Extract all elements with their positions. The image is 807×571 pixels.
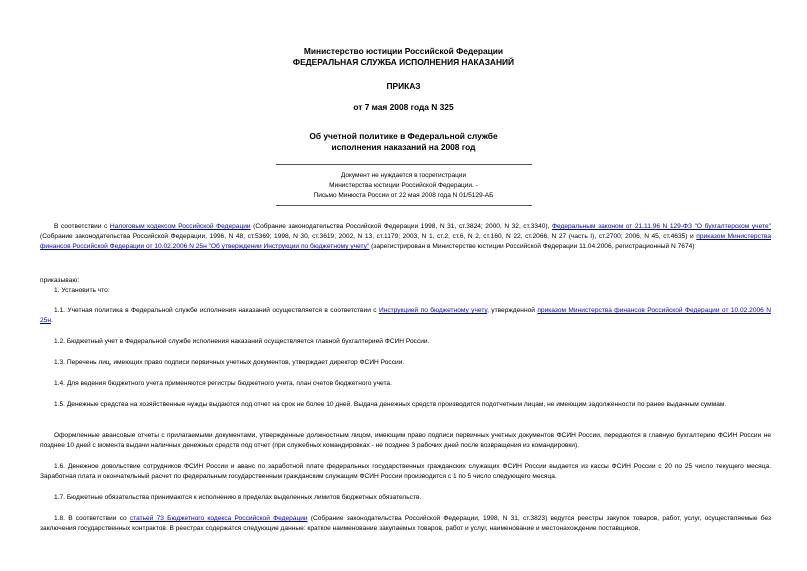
doc-type: ПРИКАЗ bbox=[386, 81, 421, 91]
preamble-text-4: (зарегистрирован в Министерстве юстиции Российской Федерации 11.04.2006, регистрационный N 7674) bbox=[369, 243, 695, 251]
doc-date-number: от 7 мая 2008 года N 325 bbox=[353, 102, 454, 112]
p11-text-3: . bbox=[50, 317, 53, 325]
preamble-text-3: (Собрание законодательства Российской Федерации, 1996, N 48, ст.5369; 1998, N 30, ст.3619; 2002, N 13, ст.1179; 2003, N 1, ст.2, ст.6, N 2, ст.160, N 22, ст.2066, N 27 (часть I), ст.2700; 2006, N 45, ст.4635) и bbox=[40, 233, 697, 241]
accounting-law-link[interactable]: Федеральным законом от 21.11.96 N 129-ФЗ "О бухгалтерском учете" bbox=[551, 223, 771, 230]
budget-code-link[interactable]: статьей 73 Бюджетного кодекса Российской Федерации bbox=[129, 515, 308, 522]
preamble-text-1: В соответствии с bbox=[54, 223, 110, 230]
paragraph-1-6: 1.6. Денежное довольствие сотрудников ФСИН России и аванс по заработной плате федеральных государственных гражданских служащих ФСИН России выдается из кассы ФСИН России с 20 по 25 число текущего месяца. Заработная плата и окончательный расчет по федеральным государственным гражданским служащим ФСИН России производится с 1 по 5 число следующего месяца. bbox=[40, 463, 771, 481]
paragraph-1-5-cont: Оформленные авансовые отчеты с прилагаемыми документами, утвержденные должностным лицом, имеющим право подписи первичных учетных документов ФСИН России, передаются в главную бухгалтерию ФСИН России не позднее 10 дней с момента выдачи наличных денежных средств под отчет (при служебных командировках - не позднее 3 рабочих дней после возвращения из командировки). bbox=[40, 432, 771, 450]
tax-code-link[interactable]: Налоговым кодексом Российской Федерации bbox=[109, 223, 251, 230]
order-word: приказываю: bbox=[40, 277, 80, 284]
paragraph-1-3: 1.3. Перечень лиц, имеющих право подписи первичных учетных документов, утверждает директор ФСИН России. bbox=[54, 359, 405, 366]
registration-note-line2: Министерства юстиции Российской Федерации. - bbox=[329, 182, 478, 189]
paragraph-1-5: 1.5. Денежные средства на хозяйственные нужды выдаются под отчет на срок не более 10 дней. Выдача денежных средств производится подотчетным лицам, не имеющим задолженности по ранее выданным суммам. bbox=[54, 401, 727, 408]
p11-text-2: , утвержденной bbox=[487, 307, 538, 314]
paragraph-1-1 bbox=[40, 306, 771, 326]
service-name: ФЕДЕРАЛЬНАЯ СЛУЖБА ИСПОЛНЕНИЯ НАКАЗАНИЙ bbox=[292, 57, 515, 67]
registration-note-line1: Документ не нуждается в госрегистрации bbox=[340, 172, 467, 179]
bottom-divider bbox=[276, 205, 532, 206]
paragraph-1-2: 1.2. Бюджетный учет в Федеральной службе исполнения наказаний осуществляется главной бухгалтерией ФСИН России. bbox=[54, 338, 430, 345]
registration-note-line3: Письмо Минюста России от 22 мая 2008 года N 01/5129-АБ bbox=[313, 192, 494, 199]
doc-title-line2: исполнения наказаний на 2008 год bbox=[331, 142, 476, 152]
doc-title-line1: Об учетной политике в Федеральной службе bbox=[309, 131, 498, 141]
p18-text-2: (Собрание законодательства Российской Федерации, 1998, N 31, ст.3823) ведутся реестры закупок товаров, работ, услуг, осуществляемые без заключения государственных контрактов. В реестрах содержатся следующие данные: краткое наименование закупаемых товаров, работ и услуг, наименование и местонахождение поставщиков, bbox=[40, 515, 771, 533]
minfin-order-link[interactable]: приказом Министерства финансов Российской Федерации от 10.02.2006 N 25н "Об утверждении Инструкции по бюджетному учету" bbox=[40, 233, 772, 251]
paragraph-1-8 bbox=[40, 514, 771, 534]
p18-text-1: 1.8. В соответствии со bbox=[54, 515, 130, 522]
paragraph-1-4: 1.4. Для ведения бюджетного учета применяются регистры бюджетного учета, план счетов бюджетного учета. bbox=[54, 380, 392, 387]
item-1: 1. Установить что: bbox=[54, 287, 110, 294]
paragraph-1-7: 1.7. Бюджетные обязательства принимаются к исполнению в пределах выделенных лимитов бюджетных обязательств. bbox=[54, 494, 422, 501]
instruction-link[interactable]: Инструкцией по бюджетному учету bbox=[378, 307, 488, 314]
preamble-text-2: (Собрание законодательства Российской Федерации 1998, N 31, ст.3824; 2000, N 32, ст.3340), bbox=[250, 223, 552, 230]
p11-text-1: 1.1. Учетная политика в Федеральной службе исполнения наказаний осуществляется в соответствии с bbox=[54, 307, 379, 314]
preamble-paragraph bbox=[40, 222, 771, 253]
ministry-name: Министерство юстиции Российской Федерации bbox=[303, 46, 504, 56]
top-divider bbox=[276, 164, 532, 165]
minfin-order-link-2[interactable]: приказом Министерства финансов Российской Федерации от 10.02.2006 N 25н bbox=[40, 307, 771, 325]
